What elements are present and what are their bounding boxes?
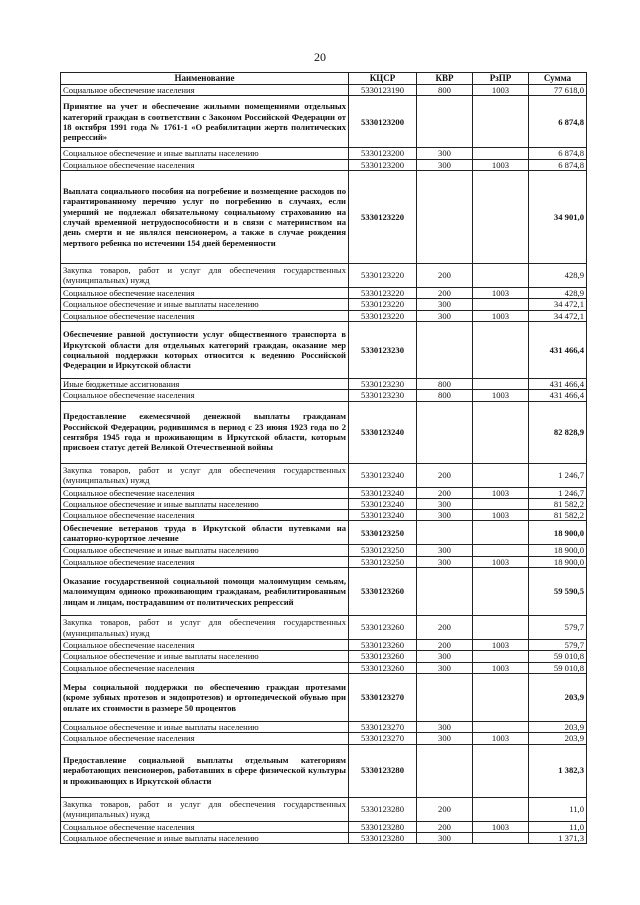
cell-sum: 428,9 [529, 287, 587, 298]
cell-name: Выплата социального пособия на погребение и возмещение расходов по гарантированному перечню услуг по погребению в случаях, если умерший не подлежал обязательному социальному страхованию на случай временной нетрудоспособности и в связи с материнством на день смерти и не являлся пенсионером, а также в случае рождения мертвого ребенка по истечении 154 дней беременности [61, 170, 349, 263]
table-row [61, 510, 587, 521]
cell-name: Социальное обеспечение населения [61, 556, 349, 567]
cell-sum: 81 582,2 [529, 498, 587, 509]
table-row [61, 498, 587, 509]
table-row [61, 797, 587, 821]
cell-sum: 1 246,7 [529, 463, 587, 487]
cell-rzpr: 1003 [473, 821, 529, 832]
cell-kvr: 300 [417, 545, 473, 556]
cell-kcsr: 5330123280 [349, 832, 417, 843]
cell-sum: 428,9 [529, 263, 587, 287]
table-row [61, 616, 587, 640]
table-row [61, 263, 587, 287]
cell-kcsr: 5330123280 [349, 797, 417, 821]
cell-rzpr [473, 832, 529, 843]
cell-kcsr: 5330123270 [349, 674, 417, 722]
cell-kcsr: 5330123200 [349, 148, 417, 159]
table-row [61, 674, 587, 722]
cell-kvr: 200 [417, 640, 473, 651]
cell-sum: 18 900,0 [529, 556, 587, 567]
cell-kvr: 300 [417, 832, 473, 843]
cell-name: Социальное обеспечение и иные выплаты населению [61, 148, 349, 159]
cell-kcsr: 5330123270 [349, 733, 417, 744]
cell-name: Социальное обеспечение населения [61, 85, 349, 96]
cell-rzpr [473, 674, 529, 722]
cell-rzpr: 1003 [473, 733, 529, 744]
cell-kvr: 200 [417, 797, 473, 821]
table-row [61, 744, 587, 797]
cell-kvr: 300 [417, 662, 473, 673]
cell-name: Социальное обеспечение населения [61, 159, 349, 170]
cell-rzpr [473, 545, 529, 556]
table-row [61, 170, 587, 263]
cell-rzpr: 1003 [473, 85, 529, 96]
cell-kcsr: 5330123220 [349, 170, 417, 263]
cell-sum: 203,9 [529, 733, 587, 744]
cell-name: Социальное обеспечение населения [61, 287, 349, 298]
cell-sum: 59 590,5 [529, 568, 587, 616]
cell-rzpr [473, 170, 529, 263]
cell-name: Закупка товаров, работ и услуг для обеспечения государственных (муниципальных) нужд [61, 797, 349, 821]
table-row [61, 521, 587, 545]
cell-kvr [417, 401, 473, 463]
cell-kcsr: 5330123260 [349, 640, 417, 651]
cell-sum: 579,7 [529, 640, 587, 651]
cell-kcsr: 5330123230 [349, 378, 417, 389]
cell-rzpr [473, 148, 529, 159]
cell-kcsr: 5330123260 [349, 616, 417, 640]
cell-name: Социальное обеспечение населения [61, 390, 349, 401]
cell-name: Принятие на учет и обеспечение жильими помещениями отдельных категорий граждан в соответствии с Законом Российской Федерации от 18 октября 1991 года № 1761-1 «О реабилитации жертв политических репрессий» [61, 96, 349, 148]
cell-kvr: 200 [417, 463, 473, 487]
cell-kvr: 300 [417, 733, 473, 744]
cell-kcsr: 5330123240 [349, 401, 417, 463]
cell-kvr: 300 [417, 159, 473, 170]
cell-name: Обеспечение равной доступности услуг общественного транспорта в Иркутской области для отдельных категорий граждан, оказание мер социальной поддержки которых относится к ведению Российской Федерации и Иркутской области [61, 321, 349, 378]
cell-rzpr [473, 744, 529, 797]
header-kvr: КВР [417, 73, 473, 85]
table-row [61, 651, 587, 662]
cell-sum: 11,0 [529, 821, 587, 832]
cell-name: Социальное обеспечение и иные выплаты населению [61, 722, 349, 733]
cell-rzpr [473, 568, 529, 616]
table-row [61, 96, 587, 148]
cell-rzpr [473, 263, 529, 287]
table-body [61, 85, 587, 844]
cell-rzpr [473, 463, 529, 487]
table-row [61, 487, 587, 498]
cell-name: Социальное обеспечение и иные выплаты населению [61, 651, 349, 662]
cell-rzpr [473, 651, 529, 662]
cell-rzpr: 1003 [473, 287, 529, 298]
cell-sum: 6 874,8 [529, 148, 587, 159]
cell-kvr [417, 321, 473, 378]
cell-kvr: 200 [417, 287, 473, 298]
cell-name: Закупка товаров, работ и услуг для обеспечения государственных (муниципальных) нужд [61, 616, 349, 640]
table-row [61, 378, 587, 389]
cell-kcsr: 5330123250 [349, 545, 417, 556]
cell-kvr: 300 [417, 722, 473, 733]
cell-sum: 34 472,1 [529, 310, 587, 321]
cell-kcsr: 5330123260 [349, 568, 417, 616]
table-row [61, 733, 587, 744]
table-row [61, 640, 587, 651]
table-row [61, 556, 587, 567]
table-row [61, 390, 587, 401]
cell-rzpr [473, 521, 529, 545]
cell-kvr: 200 [417, 616, 473, 640]
cell-sum: 77 618,0 [529, 85, 587, 96]
cell-kcsr: 5330123250 [349, 521, 417, 545]
table-row [61, 310, 587, 321]
cell-sum: 6 874,8 [529, 159, 587, 170]
cell-rzpr: 1003 [473, 662, 529, 673]
cell-kvr [417, 170, 473, 263]
table-row [61, 545, 587, 556]
table-row [61, 287, 587, 298]
budget-table [60, 72, 587, 844]
cell-rzpr: 1003 [473, 390, 529, 401]
cell-sum: 82 828,9 [529, 401, 587, 463]
table-row [61, 722, 587, 733]
cell-kvr: 300 [417, 510, 473, 521]
cell-name: Социальное обеспечение населения [61, 640, 349, 651]
cell-kcsr: 5330123260 [349, 651, 417, 662]
cell-kcsr: 5330123240 [349, 463, 417, 487]
table-row [61, 662, 587, 673]
cell-rzpr [473, 321, 529, 378]
cell-kvr: 800 [417, 390, 473, 401]
cell-sum: 1 246,7 [529, 487, 587, 498]
cell-kvr [417, 96, 473, 148]
table-row [61, 463, 587, 487]
cell-kcsr: 5330123220 [349, 287, 417, 298]
cell-rzpr [473, 96, 529, 148]
cell-kvr: 300 [417, 310, 473, 321]
cell-kvr [417, 674, 473, 722]
cell-kvr: 300 [417, 498, 473, 509]
cell-rzpr: 1003 [473, 510, 529, 521]
cell-rzpr [473, 616, 529, 640]
cell-name: Социальное обеспечение и иные выплаты населению [61, 832, 349, 843]
table-row [61, 321, 587, 378]
table-row [61, 568, 587, 616]
cell-kcsr: 5330123200 [349, 159, 417, 170]
cell-kcsr: 5330123240 [349, 510, 417, 521]
cell-name: Иные бюджетные ассигнования [61, 378, 349, 389]
cell-kvr: 200 [417, 263, 473, 287]
cell-kcsr: 5330123220 [349, 310, 417, 321]
cell-rzpr [473, 498, 529, 509]
cell-name: Закупка товаров, работ и услуг для обеспечения государственных (муниципальных) нужд [61, 463, 349, 487]
cell-kvr: 200 [417, 821, 473, 832]
cell-sum: 1 382,3 [529, 744, 587, 797]
cell-kvr: 200 [417, 487, 473, 498]
cell-sum: 81 582,2 [529, 510, 587, 521]
cell-rzpr [473, 378, 529, 389]
cell-name: Социальное обеспечение населения [61, 510, 349, 521]
header-kcsr: КЦСР [349, 73, 417, 85]
cell-kcsr: 5330123230 [349, 321, 417, 378]
cell-kvr: 300 [417, 651, 473, 662]
header-rzpr: РзПР [473, 73, 529, 85]
table-row [61, 401, 587, 463]
table-row [61, 148, 587, 159]
cell-rzpr [473, 401, 529, 463]
cell-kcsr: 5330123260 [349, 662, 417, 673]
cell-name: Предоставление ежемесячной денежной выплаты гражданам Российской Федерации, родившимся в период с 23 июня 1923 года по 2 сентября 1945 года и проживающим в Иркутской области, которым присвоен статус детей Великой Отечественной войны [61, 401, 349, 463]
cell-name: Социальное обеспечение и иные выплаты населению [61, 498, 349, 509]
cell-name: Предоставление социальной выплаты отдельным категориям неработающих пенсионеров, работавших в сфере физической культуры и проживающих в Иркутской области [61, 744, 349, 797]
cell-sum: 431 466,4 [529, 321, 587, 378]
cell-kvr [417, 521, 473, 545]
table-header-row [61, 73, 587, 85]
cell-kcsr: 5330123280 [349, 821, 417, 832]
cell-kcsr: 5330123240 [349, 498, 417, 509]
cell-name: Меры социальной поддержки по обеспечению граждан протезами (кроме зубных протезов и эндопротезов) и ортопедической обувью при оплате их стоимости в размере 50 процентов [61, 674, 349, 722]
cell-kcsr: 5330123200 [349, 96, 417, 148]
header-name: Наименование [61, 73, 349, 85]
cell-kvr: 800 [417, 378, 473, 389]
cell-sum: 431 466,4 [529, 378, 587, 389]
cell-kvr [417, 744, 473, 797]
cell-rzpr: 1003 [473, 159, 529, 170]
cell-kcsr: 5330123190 [349, 85, 417, 96]
cell-sum: 203,9 [529, 722, 587, 733]
cell-sum: 34 472,1 [529, 299, 587, 310]
cell-kcsr: 5330123250 [349, 556, 417, 567]
header-sum: Сумма [529, 73, 587, 85]
table-row [61, 832, 587, 843]
cell-kcsr: 5330123220 [349, 263, 417, 287]
cell-kcsr: 5330123220 [349, 299, 417, 310]
cell-name: Социальное обеспечение и иные выплаты населению [61, 545, 349, 556]
cell-sum: 6 874,8 [529, 96, 587, 148]
cell-sum: 579,7 [529, 616, 587, 640]
cell-name: Обеспечение ветеранов труда в Иркутской области путевками на санаторно-курортное лечение [61, 521, 349, 545]
cell-kvr: 300 [417, 148, 473, 159]
cell-name: Оказание государственной социальной помощи малоимущим семьям, малоимущим одиноко проживающим гражданам, реабилитированным лицам и лицам, пострадавшим от политических репрессий [61, 568, 349, 616]
cell-kcsr: 5330123240 [349, 487, 417, 498]
cell-sum: 59 010,8 [529, 662, 587, 673]
cell-name: Закупка товаров, работ и услуг для обеспечения государственных (муниципальных) нужд [61, 263, 349, 287]
cell-rzpr: 1003 [473, 640, 529, 651]
cell-kvr: 800 [417, 85, 473, 96]
cell-sum: 431 466,4 [529, 390, 587, 401]
table-row [61, 821, 587, 832]
cell-kvr [417, 568, 473, 616]
cell-rzpr: 1003 [473, 556, 529, 567]
cell-sum: 203,9 [529, 674, 587, 722]
cell-rzpr [473, 299, 529, 310]
cell-kcsr: 5330123280 [349, 744, 417, 797]
cell-kvr: 300 [417, 556, 473, 567]
cell-kcsr: 5330123230 [349, 390, 417, 401]
cell-name: Социальное обеспечение населения [61, 310, 349, 321]
cell-name: Социальное обеспечение населения [61, 821, 349, 832]
cell-rzpr: 1003 [473, 487, 529, 498]
cell-sum: 18 900,0 [529, 545, 587, 556]
cell-sum: 1 371,3 [529, 832, 587, 843]
cell-name: Социальное обеспечение населения [61, 733, 349, 744]
cell-kcsr: 5330123270 [349, 722, 417, 733]
cell-name: Социальное обеспечение населения [61, 662, 349, 673]
cell-sum: 34 901,0 [529, 170, 587, 263]
cell-sum: 59 010,8 [529, 651, 587, 662]
page-number: 20 [314, 50, 326, 64]
table-row [61, 85, 587, 96]
cell-sum: 11,0 [529, 797, 587, 821]
table-row [61, 299, 587, 310]
table-row [61, 159, 587, 170]
cell-sum: 18 900,0 [529, 521, 587, 545]
cell-name: Социальное обеспечение населения [61, 487, 349, 498]
cell-kvr: 300 [417, 299, 473, 310]
cell-rzpr [473, 722, 529, 733]
cell-rzpr: 1003 [473, 310, 529, 321]
cell-rzpr [473, 797, 529, 821]
cell-name: Социальное обеспечение и иные выплаты населению [61, 299, 349, 310]
